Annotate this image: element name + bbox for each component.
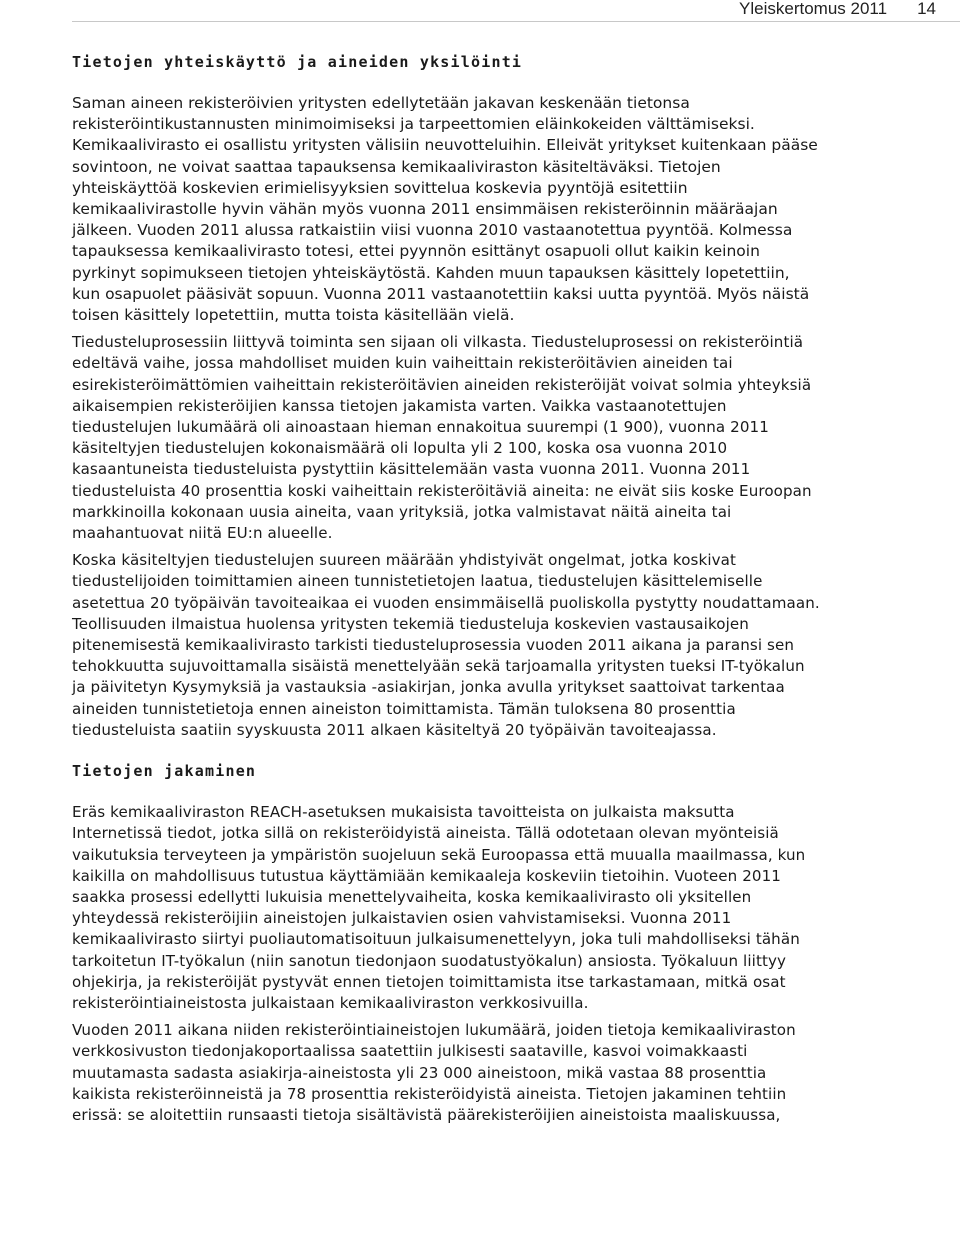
document-title: Yleiskertomus 2011 <box>739 0 888 18</box>
page-content <box>72 52 822 1132</box>
page-number: 14 <box>917 0 936 18</box>
paragraph: Vuoden 2011 aikana niiden rekisteröintiaineistojen lukumäärä, joiden tietoja kemikaaliviraston verkkosivuston tiedonjakoportaalissa saatettiin julkisesti saataville, kasvoi voimakkaasti muutamasta sadasta asiakirja-aineistosta yli 23 000 aineistoon, mikä vastaa 88 prosenttia kaikista rekisteröinneistä ja 78 prosenttia rekisteröidyistä aineista. Tietojen jakaminen tehtiin erissä: se aloitettiin runsaasti tietoja sisältävistä päärekisteröijien aineistoista maaliskuussa, <box>72 1021 796 1124</box>
header-divider <box>72 21 960 22</box>
page-header <box>739 0 936 22</box>
paragraph: Eräs kemikaaliviraston REACH-asetuksen mukaisista tavoitteista on julkaista maksutta Internetissä tiedot, jotka sillä on rekisteröidyistä aineista. Tällä odotetaan olevan myönteisiä vaikutuksia terveyteen ja ympäristön suojeluun sekä Euroopassa että muualla maailmassa, kun kaikilla on mahdollisuus tutustua käyttämiään kemikaaleja koskeviin tietoihin. Vuoteen 2011 saakka prosessi edellytti lukuisia menettelyvaiheita, koska kemikaalivirasto oli yksitellen yhteydessä rekisteröijiin aineistojen julkaistavien osien vahvistamiseksi. Vuonna 2011 kemikaalivirasto siirtyi puoliautomatisoituun julkaisumenettelyyn, joka tuli mahdolliseksi tähän tarkoitetun IT-työkalun (niin sanotun tiedonjaon suodatustyökalun) ansiosta. Työkaluun liittyy ohjekirja, ja rekisteröijät pystyvät ennen tietojen toimittamista itse tarkastamaan, mitkä osat rekisteröintiaineistosta julkaistaan kemikaaliviraston verkkosivuilla. <box>72 803 806 1012</box>
paragraph: Koska käsiteltyjen tiedustelujen suureen määrään yhdistyivät ongelmat, jotka koskivat tiedustelijoiden toimittamien aineen tunnistetietojen laatua, tiedustelujen käsittelemiselle asetettua 20 työpäivän tavoiteaikaa ei vuoden ensimmäisellä puoliskolla pystytty noudattamaan. Teollisuuden ilmaistua huolensa yritysten tekemiä tiedusteluja koskevien vastausaikojen pitenemisestä kemikaalivirasto tarkisti tiedusteluprosessia vuoden 2011 aikana ja paransi sen tehokkuutta sujuvoittamalla sisäistä menettelyään sekä tarjoamalla yritysten tueksi IT-työkalun ja päivitetyn Kysymyksiä ja vastauksia -asiakirjan, jonka avulla yritykset saattoivat tarkentaa aineiden tunnistetietoja ennen aineiston toimittamista. Tämän tuloksena 80 prosenttia tiedusteluista saatiin syyskuusta 2011 alkaen käsiteltyä 20 työpäivän tavoiteajassa. <box>72 551 820 739</box>
paragraph: Tiedusteluprosessiin liittyvä toiminta sen sijaan oli vilkasta. Tiedusteluprosessi on rekisteröintiä edeltävä vaihe, jossa mahdolliset muiden kuin vaiheittain rekisteröitävien aineiden tai esirekisteröimättömien vaiheittain rekisteröitävien aineiden rekisteröijät voivat solmia yhteyksiä aikaisempien rekisteröijien kanssa tietojen jakamista varten. Vaikka vastaanotettujen tiedustelujen lukumäärä oli ainoastaan hieman ennakoitua suurempi (1 900), vuonna 2011 käsiteltyjen tiedustelujen kokonaismäärä oli lopulta yli 2 100, koska osa vuonna 2010 kasaantuneista tiedusteluista pystyttiin käsittelemään vasta vuonna 2011. Vuonna 2011 tiedusteluista 40 prosenttia koski vaiheittain rekisteröitäviä aineita: ne eivät siis koske Euroopan markkinoilla kokonaan uusia aineita, vaan yrityksiä, jotka valmistavat näitä aineita tai maahantuovat niitä EU:n alueelle. <box>72 333 812 543</box>
paragraph: Saman aineen rekisteröivien yritysten edellytetään jakavan keskenään tietonsa rekisteröintikustannusten minimoimiseksi ja tarpeettomien eläinkokeiden välttämiseksi. Kemikaalivirasto ei osallistu yritysten välisiin neuvotteluihin. Elleivät yritykset kuitenkaan pääse sovintoon, ne voivat saattaa tapauksensa kemikaaliviraston käsiteltäväksi. Tietojen yhteiskäyttöä koskevien erimielisyyksien sovittelua koskevia pyyntöjä esitettiin kemikaalivirastolle hyvin vähän myös vuonna 2011 ensimmäisen rekisteröinnin määräajan jälkeen. Vuoden 2011 alussa ratkaistiin viisi vuonna 2010 vastaanotettua pyyntöä. Kolmessa tapauksessa kemikaalivirasto totesi, ettei pyynnön esittänyt osapuoli ollut kaikin keinoin pyrkinyt sopimukseen tietojen yhteiskäytöstä. Kahden muun tapauksen käsittely lopetettiin, kun osapuolet pääsivät sopuun. Vuonna 2011 vastaanotettiin kaksi uutta pyyntöä. Myös näistä toisen käsittely lopetettiin, mutta toista käsitellään vielä. <box>72 94 818 325</box>
section-heading-dissemination: Tietojen jakaminen <box>72 762 257 781</box>
section-heading-data-sharing: Tietojen yhteiskäyttö ja aineiden yksilöinti <box>72 53 523 71</box>
